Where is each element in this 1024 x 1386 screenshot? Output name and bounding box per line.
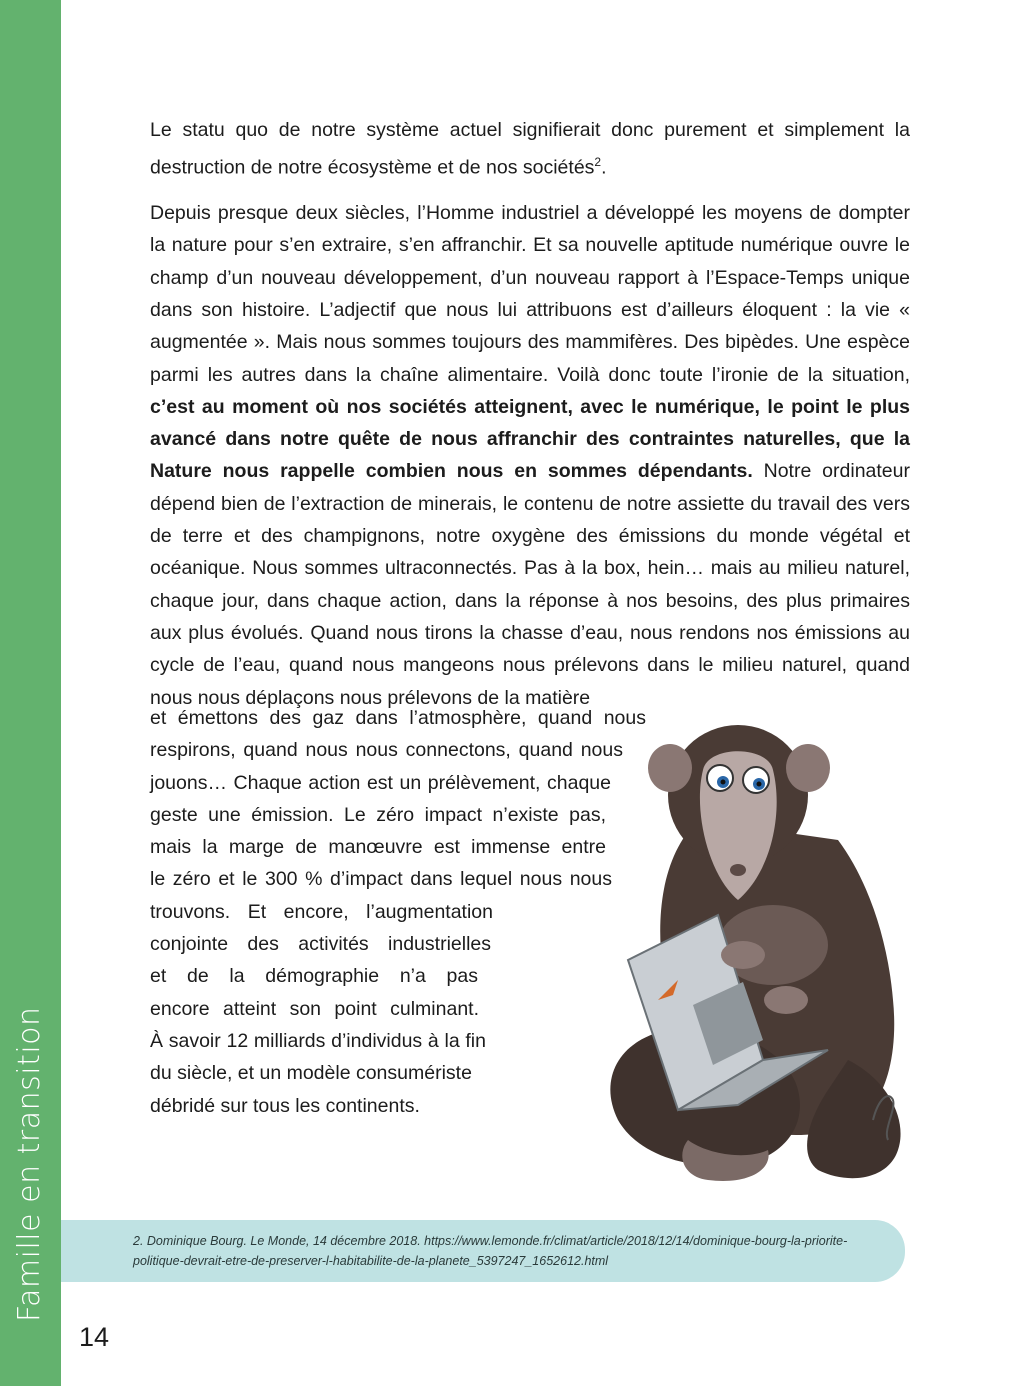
text-line: jouons… Chaque action est un prélèvement, chaque [150,771,611,794]
text-line: trouvons. Et encore, l’augmentation [150,900,493,923]
text-line: et de la démographie n’a pas [150,965,478,988]
text-line: conjointe des activités industrielles [150,933,491,956]
footnote-ref: 2 [594,155,602,170]
bold-emphasis: c’est au moment où nos sociétés atteignent, avec le numérique, le point le plus avancé dans notre quête de nous affranchir des contraintes naturelles, que la Nature nous rappelle combien nous en sommes dépendants. [150,395,910,483]
text-line: respirons, quand nous nous connectons, quand nous [150,739,623,762]
text-line: débridé sur tous les continents. [150,1094,420,1117]
text-line: le zéro et le 300 % d’impact dans lequel nous nous [150,868,612,891]
text-line: geste une émission. Le zéro impact n’existe pas, [150,803,606,826]
footnote-box [61,1220,905,1282]
text-line: mais la marge de manœuvre est immense entre [150,836,606,859]
paragraph-1: Le statu quo de notre système actuel signifierait donc purement et simplement la destruction de notre écosystème et de nos sociétés$^2$. [150,119,910,179]
paragraph-2: Depuis presque deux siècles, l’Homme industriel a développé les moyens de dompter la nature pour s’en extraire, s’en affranchir. Et sa nouvelle aptitude numérique ouvre le champ d’un nouveau développement, d’un nouveau rapport à l’Espace-Temps unique dans son histoire. L’adjectif que nous lui attribuons est d’ailleurs éloquent : la vie « augmentée ». Mais nous sommes toujours des mammifères. Des bipèdes. Une espèce parmi les autres dans la chaîne alimentaire. Voilà donc toute l’ironie de la situation, c’est au moment où nos sociétés atteignent, avec le numérique, le point le plus avancé dans notre quête de nous affranchir des contraintes naturelles, que la Nature nous rappelle combien nous en sommes dépendants. Notre ordinateur dépend bien de l’extraction de minerais, le contenu de notre assiette du travail des vers de terre et des champignons, notre oxygène des émissions du monde végétal et océanique. Nous sommes ultraconnectés. Pas à la box, hein… mais au milieu naturel, chaque jour, dans chaque action, dans la réponse à nos besoins, des plus primaires aux plus évolués. Quand nous tirons la chasse d’eau, nous rendons nos émissions au cycle de l’eau, quand nous mangeons nous prélevons dans le milieu naturel, quand nous nous déplaçons nous prélevons de la matière [150,202,910,709]
chimpanzee-with-laptop-illustration [558,700,928,1200]
text-line: encore atteint son point culminant. [150,997,479,1020]
text-line: À savoir 12 milliards d’individus à la fin [150,1029,486,1052]
page-number: 14 [79,1322,110,1352]
body-text [150,114,910,714]
text-line: du siècle, et un modèle consumériste [150,1062,472,1085]
sidebar-band [0,0,61,1386]
footnote-text: 2. Dominique Bourg. Le Monde, 14 décembre 2018. https://www.lemonde.fr/climat/article/2018/12/14/dominique-bourg-la-priorite-politique-devrait-etre-de-preserver-l-habitabilite-de-la-planete_5397247_1652612.html [133,1234,848,1268]
text-line: et émettons des gaz dans l’atmosphère, quand nous [150,707,646,729]
section-title: Famille en transition [12,1006,47,1322]
